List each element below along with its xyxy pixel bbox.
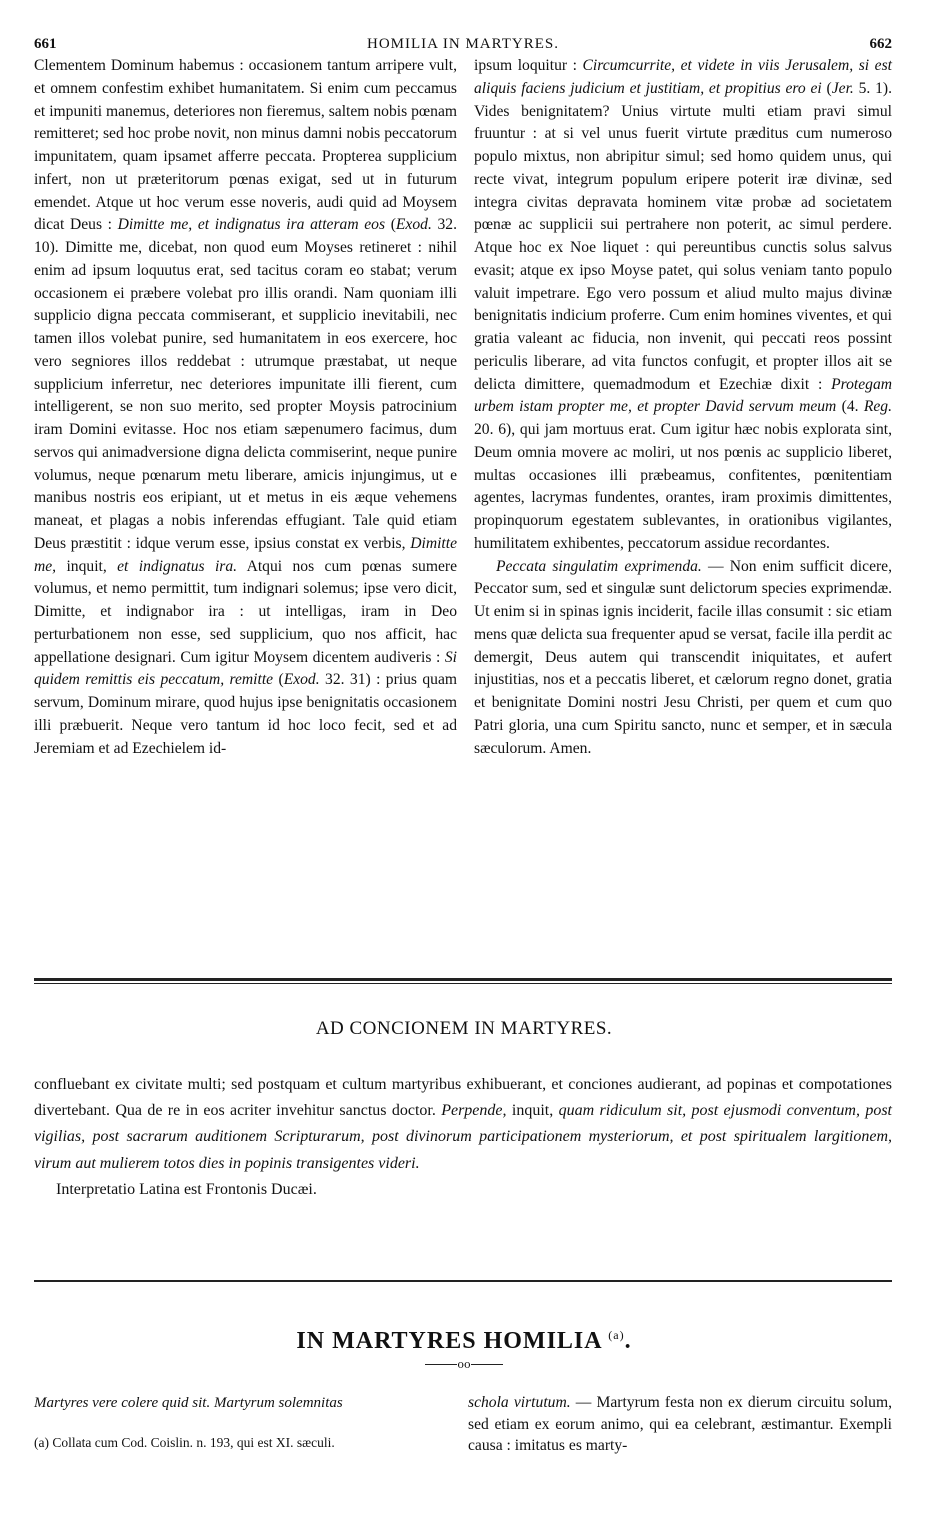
page-number-left: 661 [34,36,57,52]
section-title: AD CONCIONEM IN MARTYRES. [315,1018,613,1039]
right-paragraph-conclusion: Peccata singulatim exprimenda. — Non enim sufficit dicere, Peccator sum, sed et singulæ sunt delictorum species exprimendæ. Ut enim si in spinas ignis inciderit, facile illas consumit : sic etiam mens quæ delicta sua frequenter apud se versat, facile illa perdit ac demergit, Deus autem qui transcendit iniquitates, et aufert injustitias, nos et a peccatis liberet, et cælorum regno donet, gratia et benignitate Domini nostri Jesu Christi, per quem et cum quo Patri gloria, una cum Spiritu sancto, nunc et semper, et in sæcula sæculorum. Amen. [474,557,892,757]
running-title: HOMILIA IN MARTYRES. [366,36,560,52]
divider-rule [34,978,892,984]
left-paragraph: Clementem Dominum habemus : occasionem tantum arripere vult, et omnem confestim exhibet humanitatem. Si enim cum peccamus et impuniti manemus, deteriores non fieremus, saltem nobis pœnam remitteret; sed hoc probe novit, non minus damni nobis peccatorum impunitatem, quam ipsamet afferre peccata. Propterea supplicium infert, non ut præteritorum pœnas exigat, sed ut in futurum emendet. Atque ut hoc verum esse noveris, audi quid ad Moysem dicat Deus : Dimitte me, et indignatus ira atteram eos (Exod. 32. 10). Dimitte me, dicebat, non quod eum Moyses retineret : nihil enim ad ipsum loquutus erat, sed tacitus coram eo stabat; verum occasionem ei præbere volebat pro illis orandi. Nam quoniam illi supplicio digna peccata commiserant, et supplicio inevitabili, nec tamen illos volebat punire, sed humanitatem in eos exercere, hoc vero segniores illos reddebat : utrumque præstabat, ut neque supplicium inferretur, nec deteriores impunitate illi fierent, cum intelligerent, se non suo merito, sed propter Moysis patrocinium iram Domini evitasse. Hoc nos etiam sæpenumero facimus, dum servos qui animadversione digna delicta commiserint, neque punire volumus, neque pœnarum metu liberare, amicis injungimus, ut e manibus nostris eos eripiant, ut et metus in eis æque vehemens maneat, et plagas a nobis inferendas effugiant. Tale quid etiam Deus præstitit : idque verum esse, ipsius constat ex verbis, Dimitte me, inquit, et indignatus ira. Atqui nos cum pœnas sumere volumus, et nemo permittit, tum indignari solemus; ipse vero dicit, Dimitte, et indignabor ira : ut intelligas, iram in Deo perturbationem non esse, sed supplicium, quo nos afficit, hac appellatione designari. Cum igitur Moysem dicentem audiveris : Si quidem remittis eis peccatum, remitte (Exod. 32. 31) : prius quam servum, Dominum mirare, quod hujus ipse benignitatis occasionem illi præbuerit. Neque vero tantum id hoc loco fecit, sed et ad Jeremiam et ad Ezechielem id- [34,57,458,757]
section-heading-inline: Peccata singulatim exprimenda. [496,557,702,575]
page-number-right: 662 [869,36,892,52]
running-header [34,36,892,56]
right-column [474,55,892,760]
chapter-summary: Martyres vere colere quid sit. Martyrum solemnitas [34,1395,343,1411]
right-bottom-column: schola virtutum. — Martyrum festa non ex dierum circuitu solum, sed etiam ex eorum animo, qui ea celebrant, æstimantur. Exempli causa : imitatus es marty- [468,1394,892,1454]
intro-paragraph: confluebant ex civitate multi; sed postquam et cultum martyribus exhibuerant, et conciones audierant, ad popinas et compotationes divertebant. Qua de re in eos acriter invehitur sanctus doctor. Perpende, inquit, quam ridiculum sit, post ejusmodi conventum, post vigilias, post sacrarum auditionem Scripturarum, post divinorum participationem mysteriorum, et post spiritualem largitionem, virum aut mulierem totos dies in popinis transigentes videri. [34,1076,893,1172]
left-column [34,55,457,760]
translation-note: Interpretatio Latina est Frontonis Ducæi. [56,1180,317,1198]
footnote: (a) Collata cum Cod. Coislin. n. 193, qui est XI. sæculi. [34,1435,335,1450]
footnote-marker: (a) [608,1328,625,1342]
introduction-text [34,1072,892,1203]
right-paragraph: ipsum loquitur : Circumcurrite, et videte in viis Jerusalem, si est aliquis faciens judicium et justitiam, et propitius ero ei (Jer. 5. 1). Vides benignitatem? Unius virtute multi etiam pravi simul fruuntur : at si vel unus fuerit virtute præditus cum numeroso populo mixtus, non abripitur simul; sed homo quidem unus, qui recte vivat, integrum populum eripere poterit iræ divinæ, sed integra civitas depravata hominem vitæ probæ ad societatem pœnæ ac supplicii sui pertrahere non poterit, ac simul perdere. Atque hoc ex Noe liquet : qui pereuntibus cunctis solus salvus evasit; atque ex ipso Moyse patet, qui solus veniam tanto populo valuit impetrare. Ego vero possum et aliud multo majus divinæ benignitatis indicium proferre. Cum enim homines viventes, et qui gratia valeant ac fiducia, non invenit, qui peccati reos possint periculis liberare, ad vita functos confugit, et propter illos ait se delicta dimittere, quemadmodum et Ezechiæ dixit : Protegam urbem istam propter me, et propter David servum meum (4. Reg. 20. 6), qui jam mortuus erat. Cum igitur hæc nobis explorata sint, Deum omnia movere ac moliri, ut nos pœnis ac supplicio liberet, multas occasiones illi præbeamus, confitentes, pœnitentiam agentes, lacrymas fundentes, orantes, iram proximis dimittentes, propinquorum egestatem sublevantes, in orationibus vigilantes, humilitatem exhibentes, peccatorum assidue recordantes. [474,57,893,552]
left-bottom-column [34,1392,457,1454]
homily-title: IN MARTYRES HOMILIA $^{(a)}$. [296,1328,632,1354]
divider-rule [34,1280,892,1282]
ornament: oo [0,1358,928,1372]
